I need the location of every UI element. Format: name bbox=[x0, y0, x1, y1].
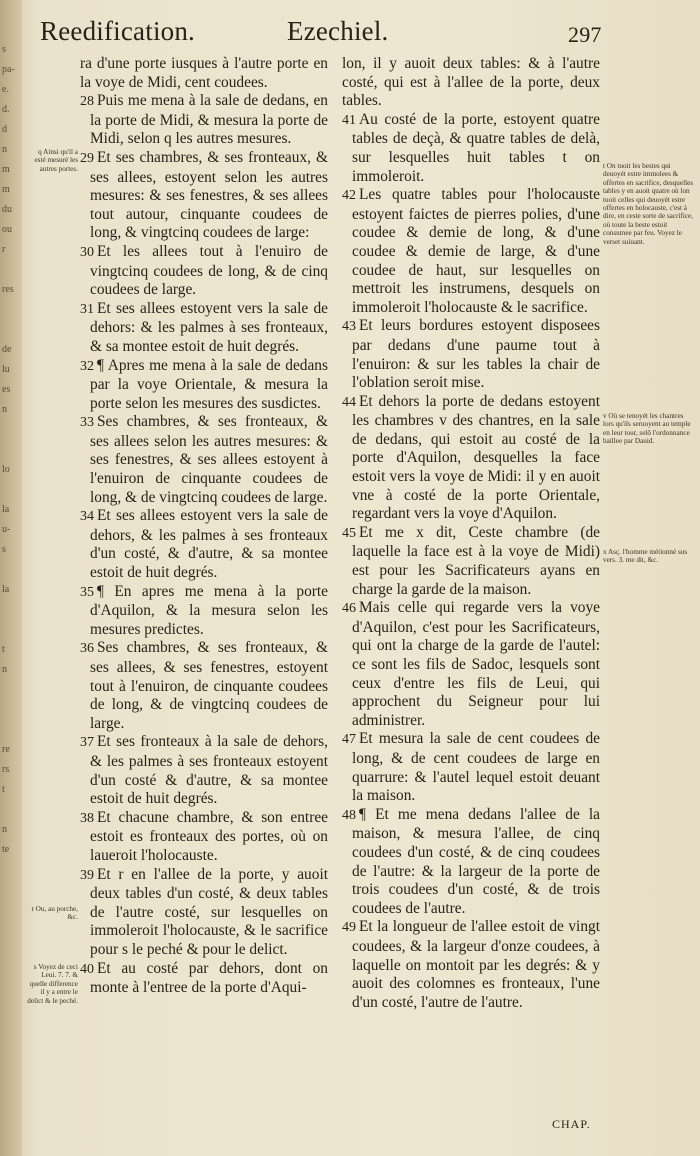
verse-number: 42 bbox=[342, 188, 356, 204]
verse bbox=[342, 524, 600, 599]
verse-number: 34 bbox=[80, 509, 94, 525]
verse-text: Et leurs bordures estoyent disposees par dedans d'une paume tout à l'enuiron: & sur les tables la chair de l'oblation seroit mise. bbox=[352, 317, 600, 392]
verse-text: Et chacune chambre, & son entree estoit es fronteaux des portes, où on laueroit l'holocauste. bbox=[90, 808, 328, 864]
verse bbox=[342, 730, 600, 805]
verse bbox=[80, 413, 328, 507]
verse bbox=[342, 317, 600, 392]
verse-number: 28 bbox=[80, 94, 94, 110]
verse-text: ¶ En apres me mena à la porte d'Aquilon, & la mesura selon les mesures predictes. bbox=[90, 582, 328, 638]
verse-text: Et ses allees estoyent vers la sale de dehors: & les palmes à ses fronteaux, & sa montee estoit de huit degrés. bbox=[90, 299, 328, 355]
verse bbox=[80, 507, 328, 582]
running-head-left: Reedification. bbox=[40, 16, 195, 46]
verse-text: Et me x dit, Ceste chambre (de laquelle la face est à la voye de Midi) est pour les Sacrificateurs ayans en charge la garde de la maison. bbox=[352, 523, 600, 598]
margin-note-x: x Asç. l'homme métionné sus vers. 3. me dit, &c. bbox=[603, 548, 688, 565]
verse bbox=[342, 806, 600, 919]
verse-number: 46 bbox=[342, 601, 356, 617]
verse-text: lon, il y auoit deux tables: & à l'autre costé, qui est à l'allee de la porte, deux tables. bbox=[342, 55, 600, 110]
verse-number: 41 bbox=[342, 112, 356, 128]
margin-note-q: q Ainsi qu'il a esté mesuré les autres portes. bbox=[34, 148, 78, 173]
margin-note-r: r Ou, au porche, &c. bbox=[31, 905, 78, 922]
verse bbox=[342, 918, 600, 1012]
verse bbox=[80, 55, 328, 92]
verse-number: 35 bbox=[80, 584, 94, 600]
verse-text: Les quatre tables pour l'holocauste estoyent faictes de pierres polies, d'une coudee & demie de long, & d'une coudee & demie de large, & d'une coudee de haut, sur lesquelles on mettroit les instrumens, desquels on immoleroit l'holocauste & le sacrifice. bbox=[352, 186, 600, 316]
margin-note-v: v Où se tenoyét les chantres lors qu'ils seruoyent au temple en leur tour, selô l'ordonnance baillee par Dauid. bbox=[603, 412, 691, 446]
verse-text: ra d'une porte iusques à l'autre porte en la voye de Midi, cent coudees. bbox=[80, 55, 328, 91]
verse-number: 48 bbox=[342, 807, 356, 823]
verse-number: 30 bbox=[80, 244, 94, 260]
verse bbox=[80, 243, 328, 300]
verse-number: 40 bbox=[80, 961, 94, 977]
verse bbox=[342, 55, 600, 111]
verse bbox=[80, 149, 328, 243]
verse-text: Puis me mena à la sale de dedans, en la porte de Midi, & mesura la porte de Midi, selon q les autres mesures. bbox=[90, 92, 328, 148]
verse bbox=[80, 866, 328, 960]
verse-number: 49 bbox=[342, 920, 356, 936]
verse-text: Mais celle qui regarde vers la voye d'Aquilon, c'est pour les Sacrificateurs, qui ont la charge de la garde de l'autel: ce sont les fils de Sadoc, lesquels sont ceux d'entre les fils de Leui, qui approchent du Seigneur pour lui administrer. bbox=[352, 599, 600, 729]
verse-text: Ses chambres, & ses fronteaux, & ses allees selon les autres mesures: & ses fenestres, & ses allees estoyent à l'enuiron de cinquante coudees de long, & de vingtcinq coudees de large. bbox=[90, 413, 328, 506]
verse bbox=[342, 111, 600, 186]
verse-text: ¶ Apres me mena à la sale de dedans par la voye Orientale, & mesura la porte selon les mesures des susdictes. bbox=[90, 356, 328, 412]
facing-page-edge bbox=[0, 0, 22, 1156]
running-head-book: Ezechiel. bbox=[287, 16, 389, 46]
verse-number: 39 bbox=[80, 867, 94, 883]
verse-number: 38 bbox=[80, 810, 94, 826]
verse-number: 47 bbox=[342, 732, 356, 748]
verse bbox=[80, 733, 328, 808]
verse-number: 45 bbox=[342, 525, 356, 541]
page-number: 297 bbox=[568, 22, 602, 47]
right-text-column bbox=[342, 55, 600, 1012]
facing-page-fragments: s pa- e. d. d n m m du ou r res de lu es n lo la u- s la t n re rs t n te bbox=[2, 44, 15, 855]
verse-text: Et au costé par dehors, dont on monte à l'entree de la porte d'Aqui- bbox=[90, 959, 328, 997]
verse bbox=[80, 357, 328, 414]
verse bbox=[80, 300, 328, 357]
verse-text: Et dehors la porte de dedans estoyent les chambres v des chantres, en la sale de dedans, qui estoit au costé de la porte d'Aquilon, desquelles la face estoit vers la voye de Midi: il y en auoit vne à costé de la porte Orientale, regardant vers la voye d'Aquilon. bbox=[352, 392, 600, 523]
verse bbox=[80, 960, 328, 998]
verse-number: 44 bbox=[342, 394, 356, 410]
verse-text: Ses chambres, & ses fronteaux, & ses allees, & ses fenestres, estoyent tout à l'enuiron, de cinquante coudees de long, & de vingtcinq coudees de large. bbox=[90, 639, 328, 732]
verse-number: 33 bbox=[80, 415, 94, 431]
verse bbox=[80, 809, 328, 866]
verse bbox=[80, 583, 328, 640]
verse-text: Et r en l'allee de la porte, y auoit deux tables d'un costé, & deux tables de l'autre costé, sur lesquelles on immoleroit l'holocauste, & le sacrifice pour s le peché & pour le delict. bbox=[90, 865, 328, 958]
verse-text: Et la longueur de l'allee estoit de vingt coudees, & la largeur d'onze coudees, à laquelle on montoit par les degrés: & y auoit des colomnes es fronteaux, l'une d'un costé, l'autre de l'autre. bbox=[352, 918, 600, 1011]
verse-number: 31 bbox=[80, 301, 94, 317]
verse-number: 32 bbox=[80, 358, 94, 374]
verse bbox=[80, 92, 328, 149]
verse-text: Et les allees tout à l'enuiro de vingtcinq coudees de long, & de cinq coudees de large. bbox=[90, 242, 328, 299]
verse-number: 36 bbox=[80, 641, 94, 657]
margin-note-t: t On tuoit les bestes qui deuoyét estre immolees & offertes en sacrifice, desquelles tables y en auoit quatre où lon tuoit celles qui deuoyét estre offertes en holocauste, c'est à dire, en ceste sorte de sacrifice, où toute la beste estoit consumee par feu. Voyez le verset suiuant. bbox=[603, 162, 694, 246]
verse-text: Et mesura la sale de cent coudees de long, & de cent coudees de large en quarrure: & l'autel lequel estoit deuant la maison. bbox=[352, 730, 600, 805]
verse bbox=[342, 393, 600, 524]
margin-note-s: s Voyez de ceci Leui. 7. 7. & quelle difference il y a entre le delict & le peché. bbox=[27, 963, 78, 1005]
verse-text: Au costé de la porte, estoyent quatre tables de deçà, & quatre tables de delà, sur lesquelles huit tables t on immoleroit. bbox=[352, 110, 600, 185]
left-text-column bbox=[80, 55, 328, 998]
verse-number: 29 bbox=[80, 150, 94, 166]
verse-number: 43 bbox=[342, 319, 356, 335]
verse-text: Et ses fronteaux à la sale de dehors, & les palmes à ses fronteaux estoyent d'un costé & d'autre, & sa montee estoit de huit degrés. bbox=[90, 733, 328, 808]
verse-text: ¶ Et me mena dedans l'allee de la maison, & mesura l'allee, de cinq coudees d'un costé, & de cinq coudees de l'autre: & la largeur de la porte de trois coudees d'un costé, & de trois coudees de l'autre. bbox=[352, 805, 600, 917]
verse-text: Et ses chambres, & ses fronteaux, & ses allees, estoyent selon les autres mesures: & ses fenestres, & ses allees tout autour, cinquante coudees de long, & vingtcinq coudees de large: bbox=[90, 148, 328, 242]
verse bbox=[80, 639, 328, 733]
catchword: CHAP. bbox=[552, 1117, 591, 1131]
verse-text: Et ses allees estoyent vers la sale de dehors, & les palmes à ses fronteaux d'un costé, & d'autre, & sa montee estoit de huit degrés. bbox=[90, 507, 328, 582]
verse-number: 37 bbox=[80, 735, 94, 751]
verse bbox=[342, 599, 600, 730]
verse bbox=[342, 186, 600, 317]
